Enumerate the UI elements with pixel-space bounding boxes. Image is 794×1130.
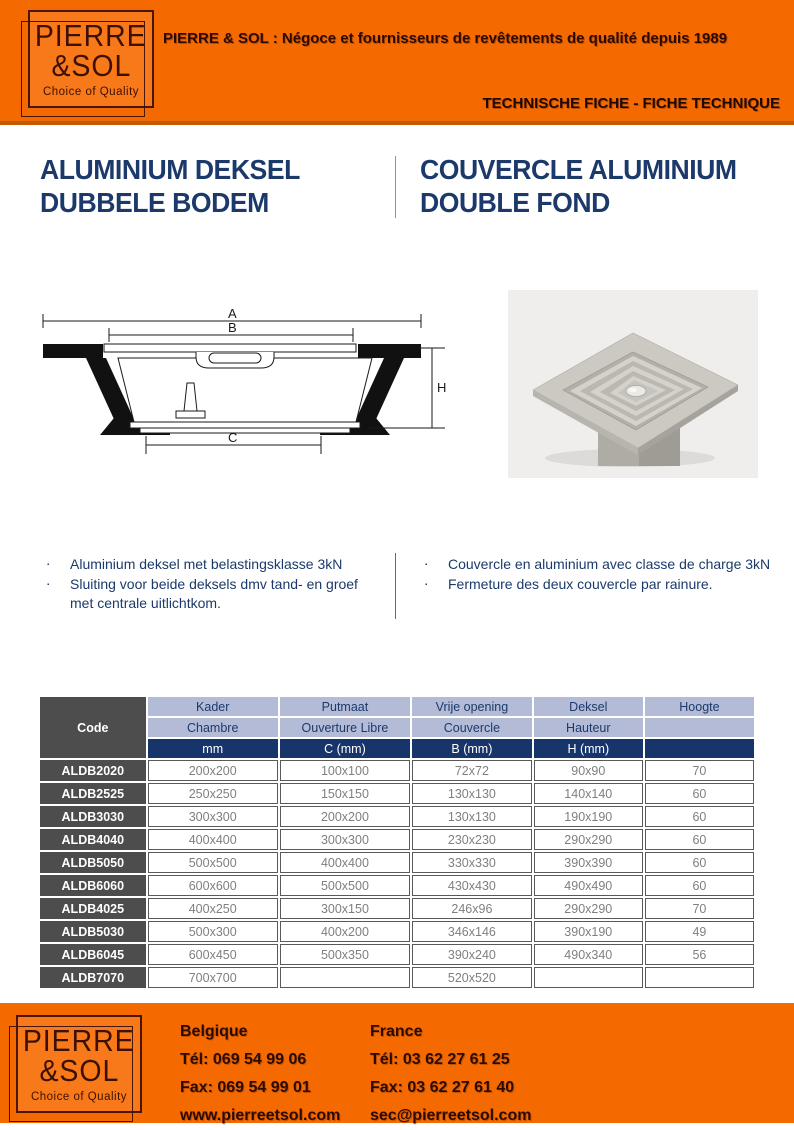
feature-list-fr	[420, 555, 790, 594]
contact-country: Belgique	[180, 1023, 248, 1040]
column-unit-a-mm: mm	[148, 739, 278, 758]
logo-line2: &SOL	[51, 47, 131, 83]
column-header-chambre: Ouverture Libre	[280, 718, 410, 737]
spec-cell: 390x240	[412, 944, 532, 965]
contact-tel: Tél: 03 62 27 61 25	[370, 1051, 510, 1068]
contact-fax: Fax: 03 62 27 61 40	[370, 1079, 515, 1096]
feature-text: Couvercle en aluminium avec classe de charge 3kN	[448, 556, 771, 572]
bullet-icon: ⋅	[424, 556, 429, 572]
dim-label-b: B	[228, 320, 237, 335]
code-cell: ALDB5030	[40, 921, 146, 942]
website-link[interactable]: www.pierreetsol.com	[180, 1107, 341, 1124]
column-header-ouverture-libre: Couvercle	[412, 718, 532, 737]
dim-label-h: H	[437, 380, 447, 395]
code-cell: ALDB4040	[40, 829, 146, 850]
spec-cell: 300x150	[280, 898, 410, 919]
contact-france	[370, 1018, 531, 1130]
spec-cell	[534, 967, 643, 988]
feature-divider	[395, 553, 396, 619]
logo-line2: &SOL	[39, 1052, 119, 1088]
spec-cell: 346x146	[412, 921, 532, 942]
table-header-row-fr	[40, 718, 754, 737]
spec-cell: 330x330	[412, 852, 532, 873]
spec-cell: 230x230	[412, 829, 532, 850]
spec-cell: 90x90	[534, 760, 643, 781]
spec-cell: 100x100	[280, 760, 410, 781]
contact-tel: Tél: 069 54 99 06	[180, 1051, 307, 1068]
table-row	[40, 875, 754, 896]
column-header-kader: Kader	[148, 697, 278, 716]
column-unit-mm: C (mm)	[280, 739, 410, 758]
code-cell: ALDB2020	[40, 760, 146, 781]
bullet-icon: ⋅	[46, 575, 51, 592]
code-cell: ALDB7070	[40, 967, 146, 988]
spec-cell: 290x290	[534, 829, 643, 850]
spec-cell: 72x72	[412, 760, 532, 781]
spec-cell: 290x290	[534, 898, 643, 919]
spec-cell: 60	[645, 829, 754, 850]
column-unit-b-mm: H (mm)	[534, 739, 643, 758]
title-nl-line2: DUBBELE BODEM	[40, 187, 269, 218]
pierre-sol-logo	[28, 10, 154, 108]
dim-label-c: C	[228, 430, 238, 445]
spec-cell: 70	[645, 898, 754, 919]
table-row	[40, 967, 754, 988]
spec-cell: 60	[645, 783, 754, 804]
logo-line1: PIERRE	[35, 17, 147, 53]
column-header-putmaat: Putmaat	[280, 697, 410, 716]
spec-cell: 520x520	[412, 967, 532, 988]
spec-cell: 246x96	[412, 898, 532, 919]
column-header-hauteur	[645, 718, 754, 737]
column-header-cadre: Chambre	[148, 718, 278, 737]
column-header-code: Code	[40, 697, 146, 758]
spec-cell: 60	[645, 852, 754, 873]
title-fr-line2: DOUBLE FOND	[420, 187, 610, 218]
code-cell: ALDB2525	[40, 783, 146, 804]
title-fr-line1: COUVERCLE ALUMINIUM	[420, 154, 737, 185]
table-row	[40, 921, 754, 942]
spec-cell: 140x140	[534, 783, 643, 804]
email-link[interactable]: sec@pierreetsol.com	[370, 1107, 532, 1124]
feature-item	[420, 555, 790, 575]
title-divider	[395, 156, 396, 218]
spec-cell: 200x200	[280, 806, 410, 827]
spec-cell: 190x190	[534, 806, 643, 827]
spec-cell: 430x430	[412, 875, 532, 896]
spec-cell: 200x200	[148, 760, 278, 781]
product-photo	[508, 290, 758, 478]
spec-cell	[645, 967, 754, 988]
company-tagline: PIERRE & SOL : Négoce et fournisseurs de revêtements de qualité depuis 1989	[163, 30, 728, 47]
column-header-deksel: Deksel	[534, 697, 643, 716]
feature-item	[42, 575, 382, 614]
spec-cell: 400x400	[148, 829, 278, 850]
table-body	[40, 760, 754, 988]
feature-list-nl	[42, 555, 382, 614]
feature-text: Fermeture des deux couvercle par rainure.	[448, 575, 713, 592]
spec-cell: 130x130	[412, 806, 532, 827]
code-cell: ALDB6060	[40, 875, 146, 896]
contact-fax: Fax: 069 54 99 01	[180, 1079, 311, 1096]
spec-cell: 500x300	[148, 921, 278, 942]
spec-cell: 400x400	[280, 852, 410, 873]
bullet-icon: ⋅	[46, 556, 51, 572]
bullet-icon: ⋅	[424, 575, 429, 592]
column-header-hoogte: Hoogte	[645, 697, 754, 716]
cross-section-diagram	[38, 287, 452, 482]
spec-cell: 490x340	[534, 944, 643, 965]
table-row	[40, 852, 754, 873]
column-unit-c-mm: B (mm)	[412, 739, 532, 758]
table-row	[40, 783, 754, 804]
spec-cell: 500x500	[280, 875, 410, 896]
contact-country: France	[370, 1023, 423, 1040]
document-type-label: TECHNISCHE FICHE - FICHE TECHNIQUE	[482, 95, 780, 112]
spec-cell: 600x600	[148, 875, 278, 896]
column-unit-h-mm	[645, 739, 754, 758]
spec-cell: 700x700	[148, 967, 278, 988]
table-row	[40, 898, 754, 919]
spec-cell: 150x150	[280, 783, 410, 804]
code-cell: ALDB5050	[40, 852, 146, 873]
spec-cell: 300x300	[148, 806, 278, 827]
dimensions-table	[38, 695, 756, 990]
code-cell: ALDB4025	[40, 898, 146, 919]
spec-cell: 390x390	[534, 852, 643, 873]
column-header-vrije-opening: Vrije opening	[412, 697, 532, 716]
header-band	[0, 0, 794, 125]
page-title-nl	[40, 153, 300, 219]
spec-cell: 400x250	[148, 898, 278, 919]
feature-text: Sluiting voor beide deksels dmv tand- en groef met centrale uitlichtkom.	[70, 575, 358, 611]
spec-cell: 500x350	[280, 944, 410, 965]
table-row	[40, 806, 754, 827]
spec-cell	[280, 967, 410, 988]
page-title-fr	[420, 153, 737, 219]
spec-cell: 300x300	[280, 829, 410, 850]
spec-cell: 390x190	[534, 921, 643, 942]
spec-cell: 400x200	[280, 921, 410, 942]
spec-cell: 500x500	[148, 852, 278, 873]
spec-cell: 600x450	[148, 944, 278, 965]
column-header-couvercle: Hauteur	[534, 718, 643, 737]
logo-line1: PIERRE	[23, 1022, 135, 1058]
contact-belgium	[180, 1018, 340, 1130]
spec-cell: 250x250	[148, 783, 278, 804]
spec-cell: 60	[645, 806, 754, 827]
feature-text: Aluminium deksel met belastingsklasse 3kN	[70, 556, 343, 572]
title-nl-line1: ALUMINIUM DEKSEL	[40, 154, 300, 185]
logo-subtitle: Choice of Quality	[42, 85, 140, 98]
table-header-row-nl	[40, 697, 754, 716]
table-row	[40, 760, 754, 781]
table-header-row-units	[40, 739, 754, 758]
spec-cell: 130x130	[412, 783, 532, 804]
spec-cell: 56	[645, 944, 754, 965]
code-cell: ALDB3030	[40, 806, 146, 827]
dim-label-a: A	[228, 306, 237, 321]
spec-cell: 60	[645, 875, 754, 896]
spec-cell: 70	[645, 760, 754, 781]
spec-cell: 49	[645, 921, 754, 942]
footer-band	[0, 1003, 794, 1123]
table-row	[40, 944, 754, 965]
feature-item	[420, 575, 790, 595]
feature-item	[42, 555, 382, 575]
table-row	[40, 829, 754, 850]
spec-cell: 490x490	[534, 875, 643, 896]
code-cell: ALDB6045	[40, 944, 146, 965]
pierre-sol-logo-footer	[16, 1015, 142, 1113]
logo-subtitle: Choice of Quality	[30, 1090, 128, 1103]
